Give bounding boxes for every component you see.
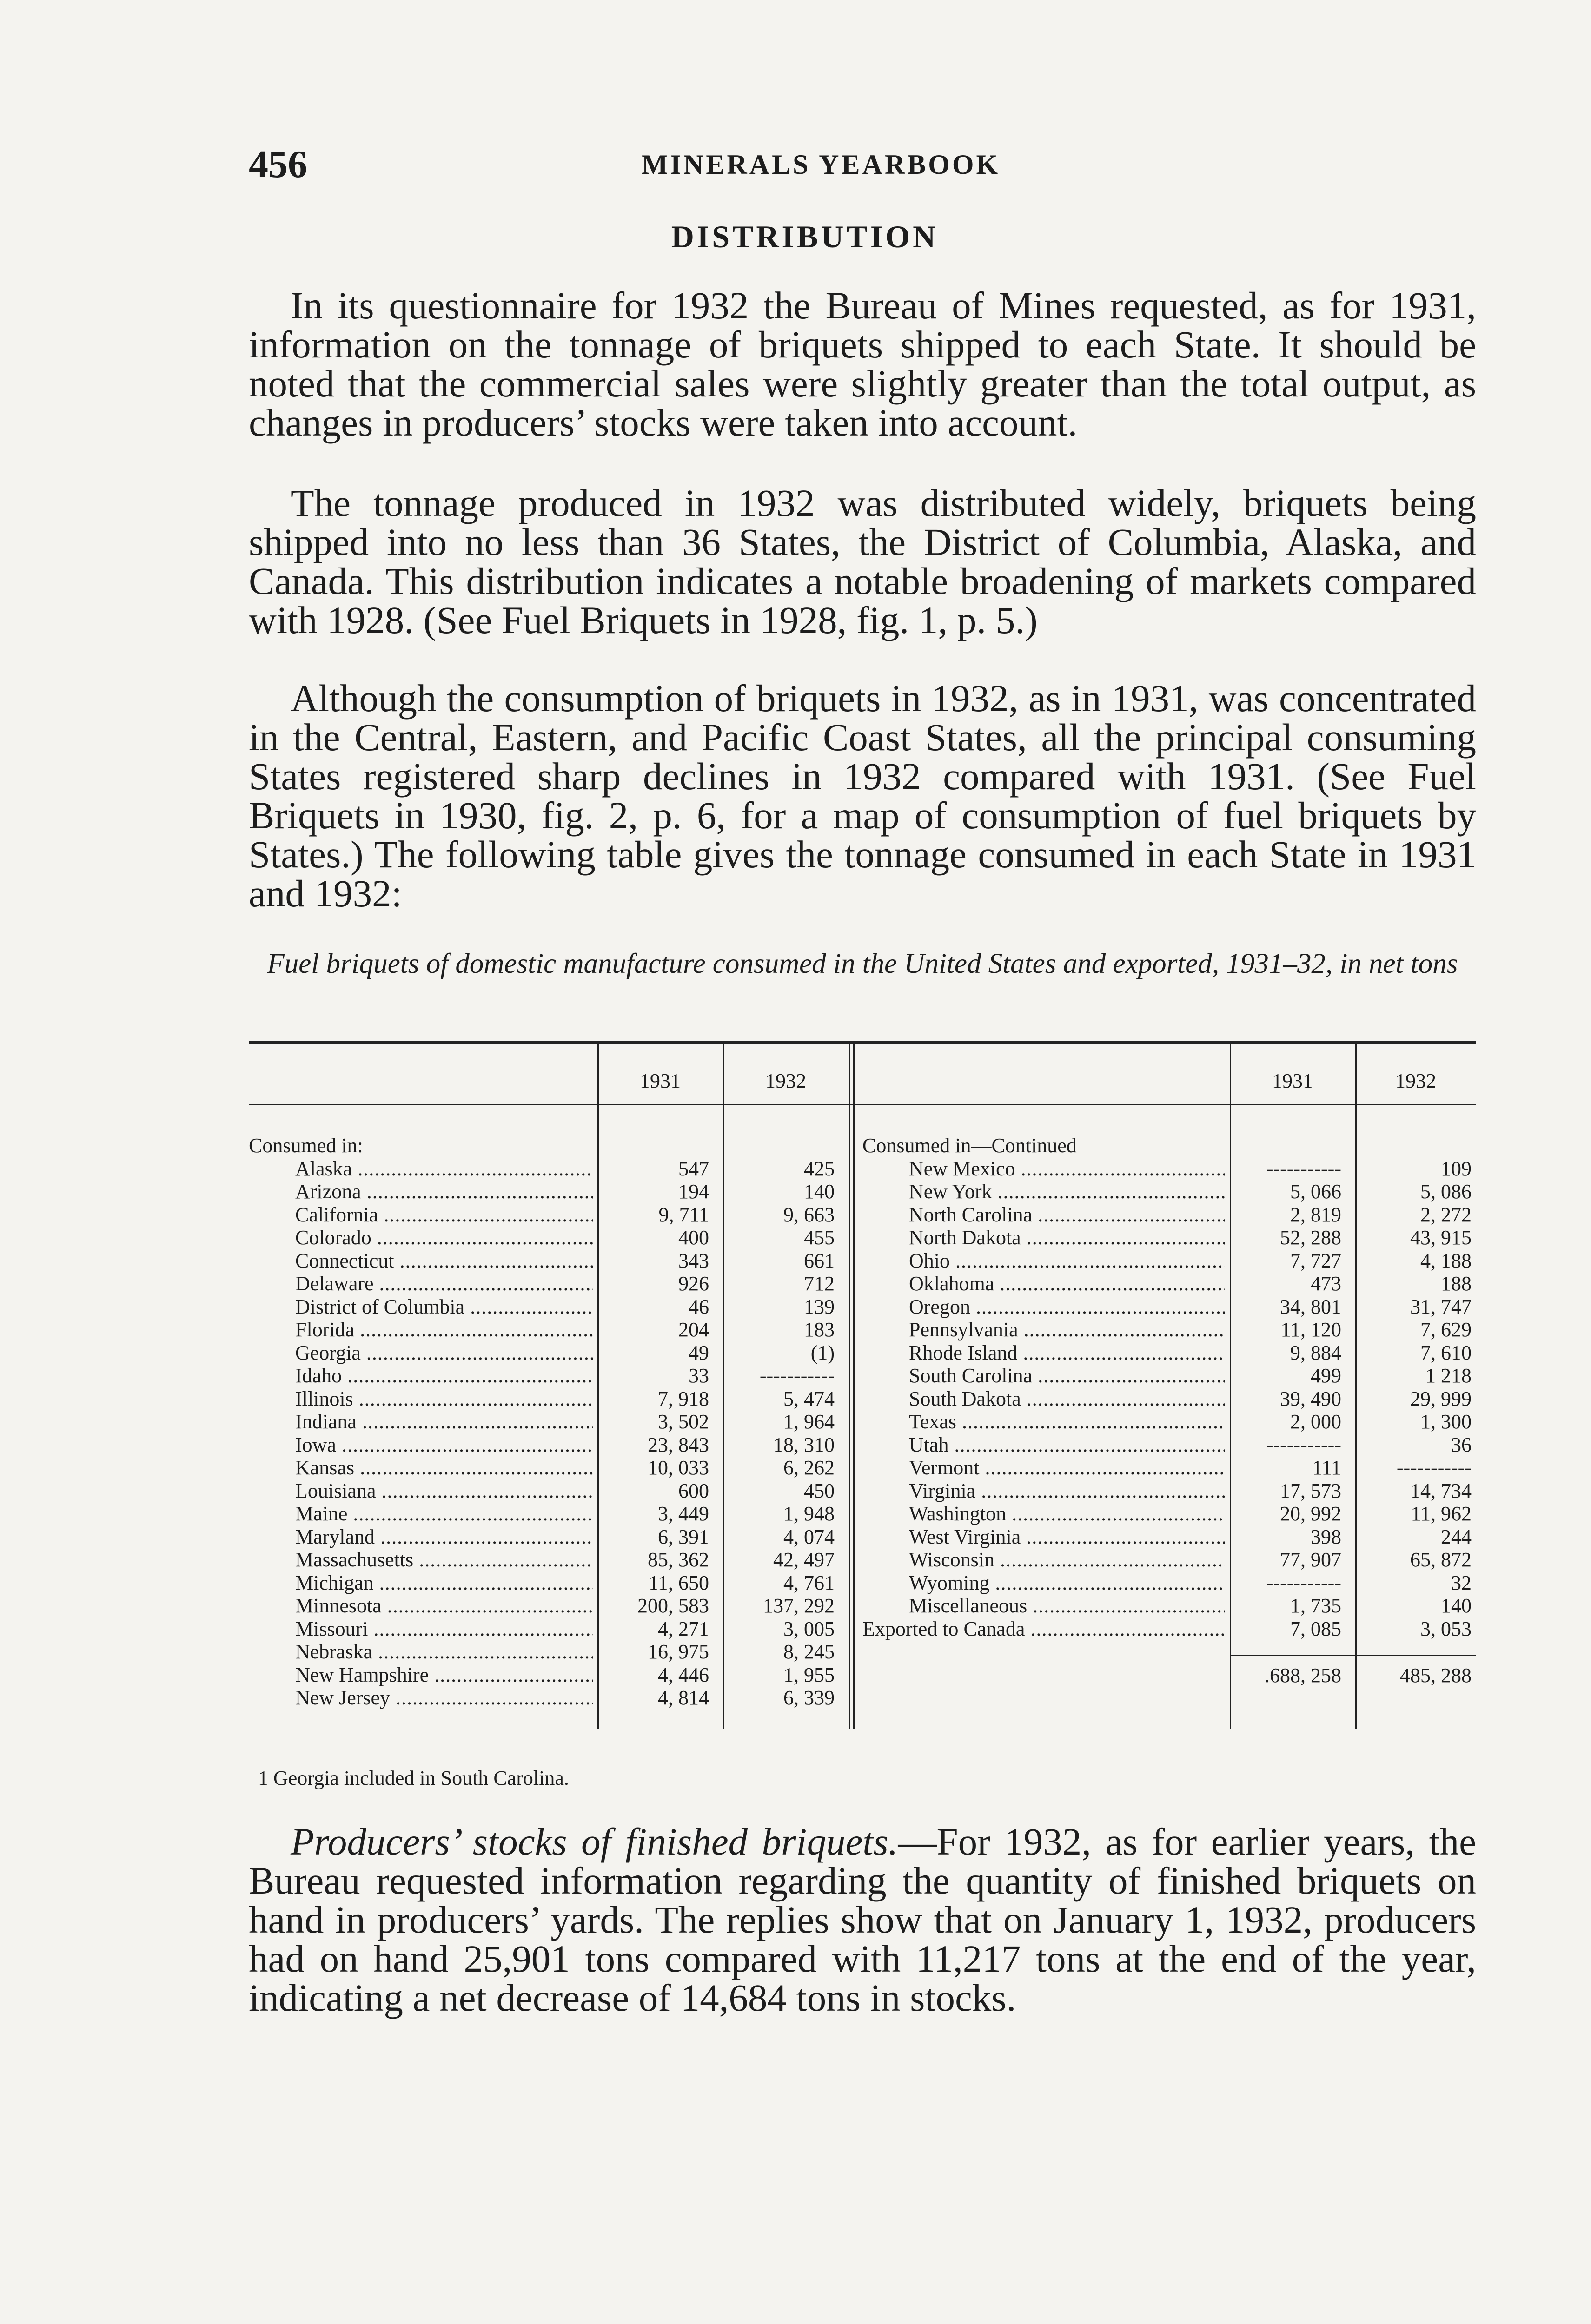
value-1932: 1 218 — [1425, 1364, 1472, 1387]
value-1932: 1, 964 — [783, 1410, 835, 1433]
right-name-column — [862, 1134, 1225, 1640]
value-1932: 6, 339 — [783, 1686, 835, 1709]
table-row-label: Idaho ..... — [249, 1364, 593, 1387]
table-top-rule — [249, 1041, 1476, 1044]
table-row-label: Louisiana ..... — [249, 1479, 593, 1503]
table-row-label: Oklahoma ..... — [862, 1272, 1225, 1295]
value-1931: 77, 907 — [1280, 1548, 1341, 1571]
table-row-label: Arizona ..... — [249, 1180, 593, 1203]
table-row-label: Iowa ..... — [249, 1433, 593, 1457]
paragraph-4-lead: Producers’ stocks of finished briquets. — [291, 1820, 898, 1863]
table-row-label: Kansas ..... — [249, 1456, 593, 1479]
value-1931: 7, 918 — [658, 1387, 709, 1410]
exported-row-label: Exported to Canada ..... — [862, 1618, 1225, 1641]
value-1931: 52, 288 — [1280, 1226, 1341, 1249]
value-1931: 398 — [1311, 1525, 1341, 1548]
value-1932: 109 — [1441, 1157, 1472, 1180]
value-1932: 18, 310 — [773, 1433, 835, 1456]
table-row-label: Washington ..... — [862, 1502, 1225, 1525]
table-row-label: Rhode Island ..... — [862, 1341, 1225, 1365]
table-row-label: Missouri ..... — [249, 1618, 593, 1641]
value-1931: 11, 650 — [648, 1571, 709, 1594]
value-1932: ----------- — [759, 1364, 835, 1387]
value-1932: 4, 074 — [783, 1525, 835, 1548]
value-1932: 7, 629 — [1420, 1318, 1472, 1341]
running-head: MINERALS YEARBOOK — [642, 149, 1001, 180]
header-1931-right: 1931 — [1272, 1070, 1313, 1092]
value-1932: 450 — [804, 1479, 835, 1502]
col-divider — [723, 1041, 724, 1729]
value-1932: 65, 872 — [1410, 1548, 1472, 1571]
value-1931: 85, 362 — [648, 1548, 709, 1571]
value-1932: 137, 292 — [763, 1594, 835, 1617]
value-1932: 6, 262 — [783, 1456, 835, 1479]
value-1932: 661 — [804, 1249, 835, 1272]
value-1932: 139 — [804, 1295, 835, 1318]
table-row-label: California ..... — [249, 1203, 593, 1227]
header-1931-left: 1931 — [640, 1070, 681, 1092]
value-1932: 244 — [1441, 1525, 1472, 1548]
value-1931: 4, 446 — [658, 1663, 709, 1686]
table-row-label: Colorado ..... — [249, 1226, 593, 1249]
value-1932: 455 — [804, 1226, 835, 1249]
exported-1931: 7, 085 — [1290, 1617, 1341, 1640]
paragraph-4 — [249, 1822, 1476, 2017]
paragraph-1: In its questionnaire for 1932 the Bureau of Mines requested, as for 1931, information on the tonnage of briquets shipped to each State. It should be noted that the commercial sales were slightly greater than the total output, as changes in producers’ stocks were taken into account. — [249, 284, 1476, 444]
total-1932: 485, 288 — [1400, 1664, 1472, 1687]
value-1931: 10, 033 — [648, 1456, 709, 1479]
table-row-label: Wyoming ..... — [862, 1571, 1225, 1595]
value-1931: 4, 271 — [658, 1617, 709, 1640]
value-1931: 499 — [1311, 1364, 1341, 1387]
value-1932: 43, 915 — [1410, 1226, 1472, 1249]
col-divider — [597, 1041, 599, 1729]
value-1931: 34, 801 — [1280, 1295, 1341, 1318]
value-1931: 111 — [1312, 1456, 1341, 1479]
table-row-label: West Virginia ..... — [862, 1525, 1225, 1549]
value-1931: 2, 819 — [1290, 1203, 1341, 1226]
table-row-label: Illinois ..... — [249, 1387, 593, 1411]
table-row-label: Wisconsin ..... — [862, 1548, 1225, 1571]
value-1931: ----------- — [1266, 1157, 1341, 1180]
table-row-label: Texas ..... — [862, 1410, 1225, 1433]
value-1932: 140 — [804, 1180, 835, 1203]
table-row-label: North Carolina ..... — [862, 1203, 1225, 1227]
group-label-continued: Consumed in—Continued — [862, 1134, 1077, 1157]
table-row-label: Maryland ..... — [249, 1525, 593, 1549]
paragraph-4-body: —For 1932, as for earlier years, the Bureau requested information regarding the quantity of finished briquets on hand in producers’ yards. The replies show that on January 1, 1932, producers had on hand 25,901 tons compared with 11,217 tons at the end of the year, indicating a net decrease of 14,684 tons in stocks. — [249, 1820, 1476, 2019]
table-row-label: Michigan ..... — [249, 1571, 593, 1595]
value-1931: 33 — [689, 1364, 709, 1387]
value-1932: 32 — [1451, 1571, 1472, 1594]
value-1931: 400 — [678, 1226, 709, 1249]
paragraph-2: The tonnage produced in 1932 was distributed widely, briquets being shipped into no less than 36 States, the District of Columbia, Alaska, and Canada. This distribution indicates a notable broadening of markets compared with 1928. (See Fuel Briquets in 1928, fig. 1, p. 5.) — [249, 482, 1476, 641]
col-divider — [849, 1041, 850, 1729]
value-1931: 6, 391 — [658, 1525, 709, 1548]
value-1931: 17, 573 — [1280, 1479, 1341, 1502]
value-1932: 9, 663 — [783, 1203, 835, 1226]
table-header-rule — [249, 1104, 1476, 1105]
table-footnote: 1 Georgia included in South Carolina. — [258, 1767, 569, 1789]
table-row-label: Florida ..... — [249, 1318, 593, 1341]
table-row-label: Oregon ..... — [862, 1295, 1225, 1319]
table-row-label: North Dakota ..... — [862, 1226, 1225, 1249]
value-1931: 49 — [689, 1341, 709, 1364]
value-1932: 2, 272 — [1420, 1203, 1472, 1226]
value-1931: ----------- — [1266, 1571, 1341, 1594]
value-1931: 343 — [678, 1249, 709, 1272]
value-1932: 7, 610 — [1420, 1341, 1472, 1364]
table-row-label: Ohio ..... — [862, 1249, 1225, 1273]
page-number: 456 — [249, 143, 307, 186]
table-row-label: New Hampshire ..... — [249, 1664, 593, 1687]
total-1931: .688, 258 — [1265, 1664, 1341, 1687]
table-row-label: Nebraska ..... — [249, 1640, 593, 1664]
table-row-label: Alaska ..... — [249, 1157, 593, 1181]
col-divider — [853, 1041, 855, 1729]
table-row-label: Vermont ..... — [862, 1456, 1225, 1479]
table-row-label: Delaware ..... — [249, 1272, 593, 1295]
table-row-label: Virginia ..... — [862, 1479, 1225, 1503]
table-row-label: Massachusetts ..... — [249, 1548, 593, 1571]
header-1932-left: 1932 — [765, 1070, 806, 1092]
value-1932: 425 — [804, 1157, 835, 1180]
table-row-label: New York ..... — [862, 1180, 1225, 1203]
value-1932: 712 — [804, 1272, 835, 1295]
section-heading: DISTRIBUTION — [671, 219, 939, 254]
table-row-label: Maine ..... — [249, 1502, 593, 1525]
col-divider — [1355, 1041, 1357, 1729]
exported-1932: 3, 053 — [1420, 1617, 1472, 1640]
total-rule — [1230, 1655, 1476, 1656]
col-divider — [1230, 1041, 1231, 1729]
value-1931: 2, 000 — [1290, 1410, 1341, 1433]
value-1931: 39, 490 — [1280, 1387, 1341, 1410]
value-1932: 29, 999 — [1410, 1387, 1472, 1410]
value-1931: 4, 814 — [658, 1686, 709, 1709]
value-1932: 140 — [1441, 1594, 1472, 1617]
value-1931: 200, 583 — [637, 1594, 709, 1617]
value-1932: 11, 962 — [1411, 1502, 1472, 1525]
value-1931: 204 — [678, 1318, 709, 1341]
value-1931: ----------- — [1266, 1433, 1341, 1456]
value-1932: 3, 005 — [783, 1617, 835, 1640]
table-row-label: Indiana ..... — [249, 1410, 593, 1433]
value-1931: 46 — [689, 1295, 709, 1318]
value-1931: 11, 120 — [1280, 1318, 1341, 1341]
value-1931: 20, 992 — [1280, 1502, 1341, 1525]
left-1931-column — [602, 1157, 709, 1710]
value-1932: 1, 955 — [783, 1663, 835, 1686]
value-1932: 5, 474 — [783, 1387, 835, 1410]
paragraph-3: Although the consumption of briquets in 1932, as in 1931, was concentrated in the Central, Eastern, and Pacific Coast States, all the principal consuming States registered sharp declines in 1932 compared with 1931. (See Fuel Briquets in 1930, fig. 2, p. 6, for a map of consumption of fuel briquets by States.) The following table gives the tonnage consumed in each State in 1931 and 1932: — [249, 677, 1476, 915]
value-1932: 42, 497 — [773, 1548, 835, 1571]
value-1931: 9, 884 — [1290, 1341, 1341, 1364]
table-row-label: New Mexico ..... — [862, 1157, 1225, 1181]
value-1931: 600 — [678, 1479, 709, 1502]
right-1932-column — [1360, 1157, 1472, 1641]
table-row-label: Miscellaneous ..... — [862, 1594, 1225, 1618]
value-1931: 194 — [678, 1180, 709, 1203]
header-1932-right: 1932 — [1395, 1070, 1436, 1092]
table-row-label: New Jersey ..... — [249, 1686, 593, 1710]
value-1932: 1, 948 — [783, 1502, 835, 1525]
value-1931: 547 — [678, 1157, 709, 1180]
value-1932: 183 — [804, 1318, 835, 1341]
value-1931: 9, 711 — [658, 1203, 709, 1226]
value-1931: 23, 843 — [648, 1433, 709, 1456]
table-row-label: Minnesota ..... — [249, 1594, 593, 1618]
value-1931: 5, 066 — [1290, 1180, 1341, 1203]
value-1931: 3, 502 — [658, 1410, 709, 1433]
value-1931: 3, 449 — [658, 1502, 709, 1525]
value-1931: 7, 727 — [1290, 1249, 1341, 1272]
value-1932: 188 — [1441, 1272, 1472, 1295]
value-1932: 31, 747 — [1410, 1295, 1472, 1318]
value-1932: 1, 300 — [1420, 1410, 1472, 1433]
briquet-consumption-table — [249, 1041, 1476, 1748]
value-1932: 4, 188 — [1420, 1249, 1472, 1272]
value-1931: 926 — [678, 1272, 709, 1295]
value-1932: ----------- — [1396, 1456, 1472, 1479]
table-row-label: Utah ..... — [862, 1433, 1225, 1457]
group-label: Consumed in: — [249, 1134, 363, 1157]
left-name-column — [249, 1134, 593, 1710]
value-1932: 5, 086 — [1420, 1180, 1472, 1203]
value-1932: 4, 761 — [783, 1571, 835, 1594]
table-row-label: District of Columbia ..... — [249, 1295, 593, 1319]
value-1932: 14, 734 — [1410, 1479, 1472, 1502]
table-caption: Fuel briquets of domestic manufacture consumed in the United States and exported, 1931–32, in net tons — [267, 948, 1458, 979]
value-1932: 36 — [1451, 1433, 1472, 1456]
value-1931: 473 — [1311, 1272, 1341, 1295]
table-row-label: South Carolina ..... — [862, 1364, 1225, 1387]
left-1932-column — [728, 1157, 835, 1710]
right-1931-column — [1234, 1157, 1341, 1641]
table-row-label: Pennsylvania ..... — [862, 1318, 1225, 1341]
value-1931: 16, 975 — [648, 1640, 709, 1663]
table-row-label: South Dakota ..... — [862, 1387, 1225, 1411]
value-1931: 1, 735 — [1290, 1594, 1341, 1617]
value-1932: (1) — [810, 1341, 835, 1364]
table-row-label: Connecticut ..... — [249, 1249, 593, 1273]
table-row-label: Georgia ..... — [249, 1341, 593, 1365]
value-1932: 8, 245 — [783, 1640, 835, 1663]
